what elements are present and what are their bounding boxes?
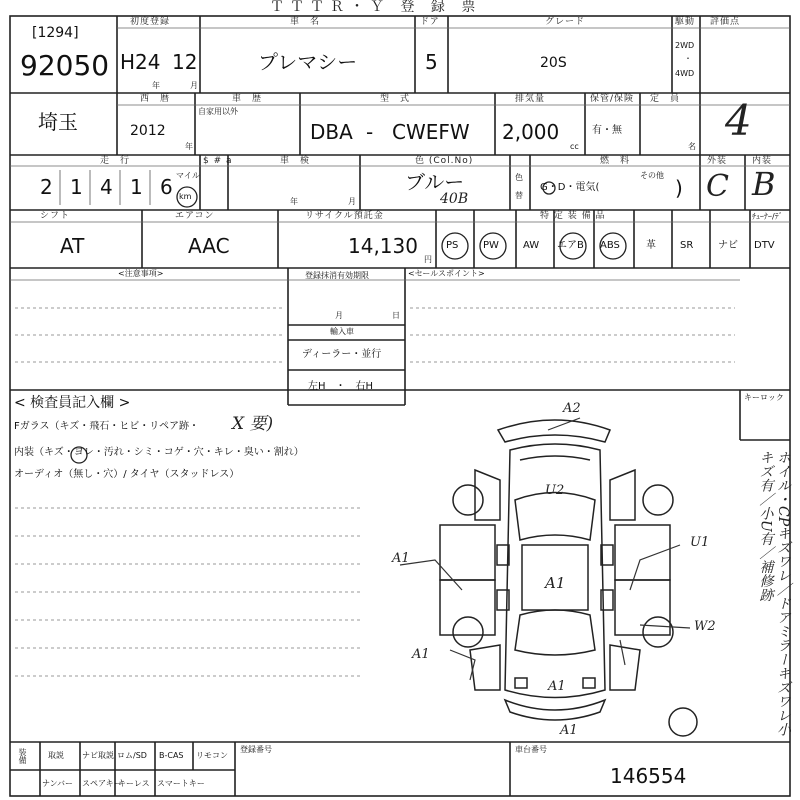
model-sep: - [366,120,374,144]
car-name: プレマシー [258,50,358,74]
drive-2wd: 2WD [675,41,695,50]
hdr-first-reg: 初度登録 [130,17,171,27]
chassis-number: 146554 [610,764,687,788]
lot-code: [1294] [32,25,79,41]
first-reg-era: H24 [120,50,161,74]
form-title: ＴＴＴＲ・Ｙ 登 録 票 [270,0,482,15]
hdr-exterior: 外装 [707,156,728,166]
hdr-chassis-number: 車台番号 [515,745,547,754]
equip-ps: PS [446,240,459,251]
hdr-interior: 内装 [752,156,773,166]
hdr-reg-number: 登録番号 [240,745,272,754]
hdr-inspector: < 検査員記入欄 > [14,395,131,411]
bottom-bcas: B-CAS [159,751,184,760]
equip-abs: ABS [600,240,620,251]
hdr-equipment: 特 定 装 備 品 [540,211,606,221]
hdr-notes: <注意事項> [118,269,164,278]
hdr-shift: シフト [40,211,71,221]
color-label-bot: 替 [515,191,523,200]
hdr-door: ドア [420,17,440,27]
bottom-number-plate: ナンバー [42,779,74,788]
bottom-side-label: 装備 [18,748,27,764]
equip-navi: ナビ [718,240,738,251]
mark-a2: A2 [563,401,581,416]
model-year-unit: 年 [185,142,193,151]
hdr-sales-point: <セールスポイント> [408,269,485,278]
mileage-unit-top: マイル [176,171,200,180]
lot-number: 92050 [20,49,110,82]
hdr-color: 色 (Col.No) [415,156,474,166]
mark-a1-rear-left: A1 [412,647,430,662]
hdr-mileage-note: $ # a [203,156,233,166]
hdr-score: 評価点 [710,17,741,27]
shaken-year-label: 年 [290,197,298,206]
model-prefix: DBA [310,120,353,144]
hdr-import: 輸入車 [330,327,354,336]
hdr-aircon: エアコン [175,211,215,221]
recycle-unit: 円 [424,255,432,264]
inspector-line-audio: オーディオ（無し・穴）/ タイヤ（スタッドレス） [14,469,240,480]
car-history: 自家用以外 [198,107,238,116]
hdr-car-history: 車 歴 [232,94,263,104]
first-reg-month-label: 月 [190,81,198,90]
hdr-mileage: 走 行 [100,156,131,166]
color-name: ブルー [405,170,465,194]
reg-expiry-day: 日 [392,311,400,320]
shaken-month-label: 月 [348,197,356,206]
first-reg-year-label: 年 [152,81,160,90]
mark-a1-left: A1 [392,551,410,566]
capacity-unit: 名 [688,142,696,151]
equip-pw: PW [483,240,499,251]
shift: AT [60,234,85,258]
hdr-recycle: リサイクル預託金 [305,211,384,221]
hdr-capacity: 定 員 [650,94,681,104]
hdr-model-year: 西 暦 [140,94,171,104]
exterior-handwritten: C [706,169,729,204]
inspector-line-glass: Fガラス（キズ・飛石・ヒビ・リペア跡・ [14,421,200,432]
hdr-reg-expiry: 登録抹消有効期限 [305,271,369,280]
bottom-manual: 取説 [48,751,64,760]
car-diagram [440,420,697,736]
model-code: CWEFW [392,120,470,144]
import-handle: 左H ・ 右H [308,381,374,392]
inspector-line-interior: 内装（キズ・ヨレ・汚れ・シミ・コゲ・穴・キレ・臭い・割れ） [14,447,304,458]
door-count: 5 [425,50,438,74]
region: 埼玉 [38,110,78,134]
bottom-remote: リモコン [196,751,228,760]
hdr-drive: 駆動 [675,17,696,27]
mark-a1-bottom: A1 [560,723,578,738]
mileage-digit-3: 4 [100,175,113,199]
fuel-other: その他 [640,171,664,180]
fuel-close: ) [675,176,683,200]
equip-dtv: DTV [754,240,775,251]
color-code-handwritten: 40B [440,191,469,207]
mileage-digit-5: 6 [160,175,173,199]
bottom-smart-key: スマートキー [157,779,205,788]
first-reg-month: 12 [172,50,198,74]
mileage-unit-km: km [179,192,192,201]
drive-4wd: 4WD [675,69,695,78]
reg-expiry-month: 月 [335,311,343,320]
displacement: 2,000 [502,120,560,144]
mark-u2: U2 [545,483,565,498]
bottom-spare-key: スペアキー [82,779,122,788]
hdr-car-name: 車 名 [290,17,321,27]
import-dealer: ディーラー・並行 [302,349,382,360]
hdr-grade: グレード [545,17,586,27]
bottom-keyless: キーレス [118,779,150,788]
hdr-displacement: 排気量 [515,94,546,104]
bottom-navi-manual: ナビ取説 [82,751,114,760]
mark-a1-center: A1 [545,574,566,592]
grade: 20S [540,55,567,71]
inspector-glass-handwritten: X 要) [232,414,274,434]
drive-dot: ・ [684,54,692,63]
hdr-key-lock: キーロック [744,393,784,402]
side-note-handwritten: ホイル・CPキズワレ／ドアミラーキズワレ小キズ有／小U有／補修跡 [757,450,791,737]
model-year: 2012 [130,123,166,139]
aircon: AAC [188,234,230,258]
interior-handwritten: B [752,165,776,203]
fuel-options: G・D・電気( [540,182,600,193]
mark-w2-right: W2 [694,619,716,634]
hdr-shaken: 車 検 [280,156,311,166]
equip-airbag: エアB [557,240,584,251]
mark-u1-right: U1 [690,535,710,550]
recycle: 14,130 [348,234,418,258]
equip-aw: AW [523,240,540,251]
hdr-fuel: 燃 料 [600,156,631,166]
score-handwritten: 4 [725,96,752,145]
mileage-digit-4: 1 [130,175,143,199]
tax-insurance: 有・無 [592,125,622,136]
displacement-unit: cc [570,142,579,151]
hdr-tax-insurance: 保管/保険 [590,94,635,104]
mark-a1-rear: A1 [548,679,566,694]
equip-sr: SR [680,240,694,251]
hdr-chassis-opt: ﾁｭｰﾅｰ/ﾃﾞ [752,212,783,221]
mileage-digit-1: 2 [40,175,53,199]
bottom-rom-sd: ロム/SD [117,751,147,760]
equip-leather: 革 [646,240,656,251]
hdr-model: 型 式 [380,94,411,104]
color-label-top: 色 [515,173,523,182]
mileage-digit-2: 1 [70,175,83,199]
